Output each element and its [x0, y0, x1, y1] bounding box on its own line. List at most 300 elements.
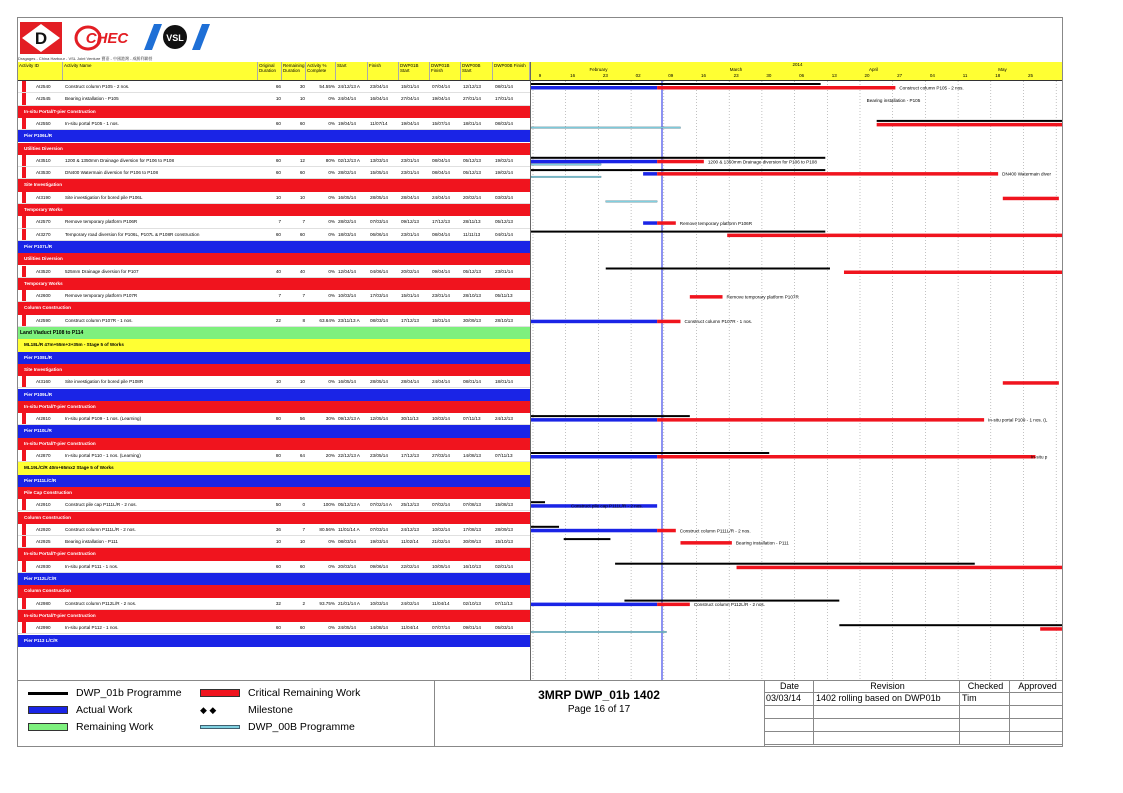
revision-cell	[1010, 719, 1063, 732]
cell-b1s: 09/12/13	[401, 219, 419, 225]
cell-rd: 64	[299, 453, 305, 458]
timeline-week: 23	[733, 73, 739, 78]
cell-b0f: 05/12/13	[495, 219, 513, 225]
critical-marker	[22, 450, 26, 462]
dragages-logo	[20, 22, 62, 54]
gantt-chart	[531, 62, 1063, 680]
cell-finish: 09/06/14	[370, 563, 388, 569]
cell-b1f: 21/02/14	[432, 539, 450, 545]
cell-b0f: 19/02/14	[495, 157, 513, 163]
cell-b0s: 11/11/13	[463, 231, 481, 237]
dwp01b-bar	[877, 120, 1063, 122]
cell-rd: 2	[302, 600, 305, 606]
bar-label: Remove temporary platform P107R	[726, 294, 799, 300]
critical-marker	[22, 229, 26, 241]
section-header[interactable]: Pier P108L/R	[18, 352, 530, 364]
cell-name: DN400 Watermain diversion for P106 to P108	[65, 170, 159, 176]
critical-marker	[22, 155, 26, 167]
activity-row[interactable]	[18, 216, 530, 228]
section-header[interactable]: Site Investigation	[18, 179, 530, 191]
dwp01b-bar	[606, 268, 830, 270]
cell-pc: 0%	[328, 219, 335, 225]
revision-cell	[960, 732, 1010, 745]
dwp01b-bar	[531, 415, 690, 417]
legend-label: DWP_00B Programme	[248, 721, 355, 733]
cell-od: 10	[275, 194, 281, 200]
cell-name: Construct column P111L/R - 2 nos.	[65, 526, 136, 532]
cell-b1s: 30/11/13	[401, 416, 419, 422]
activity-row[interactable]	[18, 622, 530, 634]
legend-swatch-hollow	[200, 725, 240, 729]
column-header[interactable]: Original Duration	[258, 62, 282, 80]
critical-marker	[22, 561, 26, 573]
revision-cell	[1010, 706, 1063, 719]
cell-id: AI2930	[36, 563, 51, 569]
cell-od: 10	[275, 379, 281, 385]
timeline-week: 06	[799, 73, 805, 78]
cell-b0s: 16/10/13	[463, 563, 481, 569]
section-header[interactable]: Pier P106L/R	[18, 130, 530, 142]
cell-b0f: 28/10/13	[495, 317, 513, 323]
cell-b0f: 24/12/13	[495, 416, 513, 422]
cell-b0s: 07/11/13	[463, 416, 481, 422]
cell-b1f: 10/03/14	[432, 416, 450, 422]
timeline-month: February	[589, 67, 608, 72]
revision-cell	[764, 706, 814, 719]
cell-id: AI2980	[36, 600, 51, 606]
timeline-week: 20	[864, 73, 870, 78]
activity-row[interactable]	[18, 290, 530, 302]
section-header[interactable]: Column Construction	[18, 585, 530, 597]
dwp00b-bar	[531, 631, 666, 633]
section-header[interactable]: In-situ Portal/T-pier Construction	[18, 548, 530, 560]
bar-label: In-situ portal P109 - 1 nos. (L	[988, 417, 1048, 423]
timeline-month: March	[729, 67, 743, 72]
section-header[interactable]: Pier P109L/R	[18, 389, 530, 401]
cell-pc: 80%	[325, 157, 335, 163]
cell-rd: 10	[299, 379, 305, 385]
activity-table	[18, 62, 531, 680]
critical-marker	[22, 192, 26, 204]
cell-b0s: 05/12/13	[463, 268, 481, 274]
cell-b0s: 30/09/13	[463, 317, 481, 323]
cell-b1f: 15/07/14	[432, 120, 450, 126]
schedule-grid	[18, 62, 1063, 680]
cell-finish: 11/07/14	[370, 120, 388, 126]
activity-row[interactable]	[18, 376, 530, 388]
section-header[interactable]: Temporary Works	[18, 204, 530, 216]
critical-remaining-bar	[690, 295, 723, 299]
column-header[interactable]: Activity ID	[18, 62, 63, 80]
cell-rd: 30	[299, 84, 305, 89]
cell-pc: 0%	[328, 268, 335, 274]
section-header[interactable]: In-situ Portal/T-pier Construction	[18, 106, 530, 118]
cell-b0f: 03/03/14	[495, 194, 513, 200]
cell-b0f: 15/08/13	[495, 502, 513, 508]
cell-pc: 93.75%	[319, 600, 335, 606]
cell-b0s: 27/01/14	[463, 96, 481, 102]
column-header[interactable]: DWP01B Finish	[430, 62, 461, 80]
cell-b0s: 08/01/14	[463, 379, 481, 385]
cell-rd: 60	[299, 563, 305, 569]
schedule-sheet	[17, 17, 1063, 747]
cell-id: AI2870	[36, 453, 51, 458]
cell-od: 10	[275, 96, 281, 102]
critical-remaining-bar	[680, 541, 731, 545]
actual-work-bar	[643, 172, 657, 176]
cell-rd: 7	[302, 293, 305, 299]
actual-work-bar	[531, 418, 657, 422]
dwp01b-bar	[531, 231, 825, 233]
cell-finish: 16/04/14	[370, 96, 388, 102]
logo-strip	[18, 18, 1063, 64]
cell-finish: 14/08/14	[370, 625, 388, 631]
cell-id: AI3160	[36, 379, 51, 385]
cell-id: AI3520	[36, 268, 51, 274]
section-header[interactable]: Temporary Works	[18, 278, 530, 290]
critical-remaining-bar	[737, 566, 1063, 570]
cell-od: 60	[275, 120, 281, 126]
critical-marker	[22, 598, 26, 610]
cell-od: 60	[275, 170, 281, 176]
activity-row[interactable]	[18, 155, 530, 167]
legend-label: DWP_01b Programme	[76, 687, 182, 699]
dwp00b-bar	[606, 201, 657, 203]
cell-b1s: 27/04/14	[401, 96, 419, 102]
revision-table	[764, 681, 1063, 747]
cell-start: 21/01/14 A	[338, 600, 360, 606]
legend-label: Critical Remaining Work	[248, 687, 361, 699]
activity-row[interactable]	[18, 450, 530, 462]
section-header[interactable]: ML19L/C/R 40m+65mx2 Stage 5 of Works	[18, 462, 530, 474]
timeline-week: 23	[602, 73, 608, 78]
critical-remaining-bar	[727, 234, 1063, 238]
cell-b1s: 20/02/14	[401, 268, 419, 274]
cell-rd: 12	[299, 157, 305, 163]
section-header[interactable]: In-situ Portal/T-pier Construction	[18, 438, 530, 450]
cell-b1f: 08/04/14	[432, 157, 450, 163]
section-header[interactable]: Pile Cap Construction	[18, 487, 530, 499]
cell-pc: 0%	[328, 293, 335, 299]
cell-rd: 60	[299, 231, 305, 237]
cell-finish: 28/05/14	[370, 379, 388, 385]
cell-rd: 7	[302, 526, 305, 532]
column-header[interactable]: DWP01B Start	[399, 62, 430, 80]
critical-marker	[22, 524, 26, 536]
activity-row[interactable]	[18, 93, 530, 105]
timeline-week: 25	[1027, 73, 1033, 78]
critical-remaining-bar	[657, 529, 676, 533]
cell-start: 16/05/14	[338, 194, 356, 200]
activity-row[interactable]	[18, 229, 530, 241]
sheet-footer	[18, 680, 1063, 747]
legend-label: Actual Work	[76, 704, 133, 716]
cell-b1f: 10/05/14	[432, 563, 450, 569]
critical-marker	[22, 622, 26, 634]
legend	[18, 681, 435, 747]
cell-b0f: 04/01/14	[495, 231, 513, 237]
critical-marker	[22, 413, 26, 425]
cell-pc: 0%	[328, 379, 335, 385]
bar-label: 1200 & 1350mm Drainage diversion for P106 to P108	[707, 159, 817, 165]
cell-b1f: 08/04/14	[432, 231, 450, 237]
cell-start: 19/04/14	[338, 120, 356, 126]
cell-pc: 0%	[328, 231, 335, 237]
section-header[interactable]: Pier P112L/C/R	[18, 573, 530, 585]
cell-b1f: 08/04/14	[432, 170, 450, 176]
cell-finish: 07/02/14 A	[370, 502, 392, 508]
cell-id: AI3510	[36, 157, 51, 163]
legend-label: Remaining Work	[76, 721, 154, 733]
cell-b0s: 28/10/13	[463, 293, 481, 299]
column-header[interactable]: Finish	[368, 62, 399, 80]
cell-b1s: 28/04/14	[401, 194, 419, 200]
bar-label: Construct column P105 - 2 nos.	[899, 85, 964, 91]
cell-b0s: 30/09/13	[463, 539, 481, 545]
dwp00b-bar	[531, 127, 680, 128]
activity-row[interactable]	[18, 598, 530, 610]
critical-remaining-bar	[657, 603, 690, 607]
activity-row[interactable]	[18, 266, 530, 278]
cell-id: AI2920	[36, 526, 51, 532]
cell-b0f: 18/01/14	[495, 379, 513, 385]
cell-od: 40	[275, 268, 281, 274]
cell-b1f: 19/04/14	[432, 96, 450, 102]
cell-start: 28/02/14	[338, 170, 356, 176]
cell-name: Temporary road diversion for P106L, P107L & P108R construction	[65, 231, 200, 237]
cell-od: 60	[275, 563, 281, 569]
column-header[interactable]: Remaining Duration	[282, 62, 306, 80]
revision-cell	[1010, 693, 1063, 706]
cell-rd: 60	[299, 625, 305, 631]
section-header[interactable]: Land Viaduct P108 to P114	[18, 327, 530, 339]
cell-b0s: 05/12/13	[463, 170, 481, 176]
cell-b1f: 24/04/14	[432, 379, 450, 385]
critical-marker	[22, 536, 26, 548]
page-indicator: Page 16 of 17	[567, 704, 631, 715]
critical-marker	[22, 315, 26, 327]
activity-row[interactable]	[18, 167, 530, 179]
cell-pc: 20%	[325, 453, 335, 458]
cell-finish: 07/03/14	[370, 526, 388, 532]
column-header[interactable]: Start	[336, 62, 368, 80]
cell-rd: 10	[299, 539, 305, 545]
cell-b1f: 15/01/14	[432, 317, 450, 323]
cell-finish: 06/06/14	[370, 231, 388, 237]
section-header[interactable]: Column Construction	[18, 512, 530, 524]
column-header[interactable]: DWP00B Start	[461, 62, 493, 80]
actual-work-bar	[531, 160, 657, 164]
cell-b0s: 12/12/13	[463, 84, 481, 89]
critical-remaining-bar	[657, 86, 895, 90]
cell-b1s: 23/01/14	[401, 231, 419, 237]
bar-label: In-situ p	[1031, 454, 1048, 460]
cell-id: AI2590	[36, 317, 51, 323]
vsl-logo	[140, 22, 210, 52]
cell-b0s: 28/11/13	[463, 219, 481, 225]
cell-pc: 80.56%	[319, 526, 335, 532]
cell-start: 23/11/13 A	[338, 317, 360, 323]
column-header[interactable]: Activity % Complete	[306, 62, 336, 80]
activity-row[interactable]	[18, 499, 530, 511]
cell-name: Construct pile cap P111L/R - 2 nos.	[65, 502, 137, 508]
cell-start: 28/02/14	[338, 219, 356, 225]
activity-row[interactable]	[18, 413, 530, 425]
cell-finish: 08/03/14	[370, 317, 388, 323]
section-header[interactable]: Site Investigation	[18, 364, 530, 376]
legend-swatch-diamond: ◆ ◆	[200, 705, 217, 715]
cell-start: 09/12/13 A	[338, 416, 360, 422]
bar-label: Bearing installation - P105	[866, 97, 921, 103]
cell-pc: 0%	[328, 539, 335, 545]
cell-rd: 10	[299, 96, 305, 102]
section-header[interactable]: ML18L/R 47m+55m+3+35m - Stage 5 of Works	[18, 339, 530, 351]
section-header[interactable]: In-situ Portal/T-pier Construction	[18, 401, 530, 413]
cell-b0s: 14/08/13	[463, 453, 481, 458]
cell-b1f: 07/04/14	[432, 84, 450, 89]
cell-id: AI2810	[36, 416, 51, 422]
cell-name: In-situ portal P112 - 1 nos.	[65, 625, 119, 631]
activity-row[interactable]	[18, 524, 530, 536]
cell-b0f: 08/01/14	[495, 84, 513, 89]
cell-b0f: 05/03/14	[495, 625, 513, 631]
cell-start: 10/03/14	[338, 293, 356, 299]
cell-b1f: 17/12/13	[432, 219, 450, 225]
timeline-week: 27	[897, 73, 903, 78]
cell-b0f: 08/03/14	[495, 120, 513, 126]
section-header[interactable]: Pier P111L/C/R	[18, 475, 530, 487]
bar-label: Remove temporary platform P106R	[679, 220, 753, 226]
revision-cell	[1010, 732, 1063, 745]
activity-row[interactable]	[18, 561, 530, 573]
revision-header: Date	[764, 681, 814, 693]
cell-name: Remove temporary platform P106R	[65, 219, 138, 225]
activity-row[interactable]	[18, 536, 530, 548]
critical-remaining-bar	[657, 221, 676, 225]
section-header[interactable]: Pier P113 L/C/R	[18, 635, 530, 647]
cell-b1f: 07/02/14	[432, 502, 450, 508]
cell-start: 11/01/14 A	[338, 526, 360, 532]
cell-b1s: 24/02/14	[401, 600, 419, 606]
timeline-week: 16	[570, 73, 576, 78]
activity-row[interactable]	[18, 315, 530, 327]
svg-text:CHEC: CHEC	[85, 30, 129, 47]
cell-b1s: 23/01/14	[401, 157, 419, 163]
actual-work-bar	[643, 221, 657, 225]
section-header[interactable]: In-situ Portal/T-pier Construction	[18, 610, 530, 622]
cell-id: AI2910	[36, 502, 51, 508]
section-header[interactable]: Column Construction	[18, 302, 530, 314]
gantt-timeline	[531, 62, 1063, 81]
timeline-week: 11	[962, 73, 968, 78]
activity-row[interactable]	[18, 81, 530, 93]
legend-swatch-line	[28, 692, 68, 695]
joint-venture-tagline: Dragages - China Harbour - VSL Joint Venture 寶嘉 - 中國港灣 - 威勝利聯營	[18, 56, 153, 61]
cell-pc: 30%	[325, 416, 335, 422]
cell-start: 16/05/14	[338, 379, 356, 385]
bar-label: DN400 Watermain diver	[1002, 171, 1051, 177]
section-header[interactable]: Pier P107L/R	[18, 241, 530, 253]
cell-start: 12/04/14	[338, 268, 356, 274]
dwp01b-bar	[615, 563, 975, 565]
cell-b0f: 07/11/13	[495, 453, 513, 458]
chec-logo	[74, 24, 132, 52]
cell-id: AI2550	[36, 120, 51, 126]
cell-rd: 60	[299, 120, 305, 126]
cell-od: 7	[278, 219, 281, 225]
cell-finish: 28/05/14	[370, 194, 388, 200]
cell-pc: 0%	[328, 194, 335, 200]
timeline-week: 16	[700, 73, 706, 78]
section-header[interactable]: Utilities Diversion	[18, 143, 530, 155]
timeline-month: April	[868, 67, 878, 72]
critical-marker	[22, 499, 26, 511]
bar-label: Bearing installation - P111	[735, 540, 789, 546]
critical-remaining-bar	[657, 172, 998, 176]
activity-row[interactable]	[18, 192, 530, 204]
legend-label: Milestone	[248, 704, 293, 716]
cell-b0f: 17/01/14	[495, 96, 513, 102]
critical-marker	[22, 167, 26, 179]
revision-cell	[814, 706, 960, 719]
cell-finish: 10/03/14	[370, 600, 388, 606]
cell-name: Construct column P105 - 2 nos.	[65, 84, 130, 89]
column-header[interactable]: Activity Name	[63, 62, 258, 80]
actual-work-bar	[531, 529, 657, 533]
cell-b1f: 24/04/14	[432, 194, 450, 200]
cell-name: 525mm Drainage diversion for P107	[65, 268, 139, 274]
cell-pc: 0%	[328, 625, 335, 631]
actual-work-bar	[531, 320, 657, 324]
cell-start: 05/12/13 A	[338, 502, 360, 508]
section-header[interactable]: Pier P110L/R	[18, 425, 530, 437]
dwp01b-bar	[531, 526, 559, 528]
cell-b1f: 23/01/14	[432, 293, 450, 299]
activity-row[interactable]	[18, 118, 530, 130]
cell-b1f: 11/04/14	[432, 600, 450, 606]
cell-finish: 23/05/14	[370, 453, 388, 458]
cell-name: Site investigation for bored pile P108R	[65, 379, 144, 385]
cell-id: AI2990	[36, 625, 51, 631]
critical-marker	[22, 216, 26, 228]
cell-finish: 23/04/14	[370, 84, 388, 89]
timeline-week: 18	[995, 73, 1001, 78]
actual-work-bar	[531, 603, 657, 607]
dwp00b-bar	[531, 176, 601, 178]
cell-finish: 17/03/14	[370, 293, 388, 299]
cell-name: Bearing installation - P105	[65, 96, 119, 102]
cell-start: 18/03/14	[338, 231, 356, 237]
cell-od: 22	[275, 317, 281, 323]
revision-header: Approved	[1010, 681, 1063, 693]
critical-marker	[22, 118, 26, 130]
cell-od: 32	[275, 600, 281, 606]
dwp01b-bar	[564, 538, 611, 540]
cell-b1s: 11/02/14	[401, 539, 419, 545]
column-header[interactable]: DWP00B Finish	[493, 62, 530, 80]
cell-b1s: 25/12/13	[401, 502, 419, 508]
revision-cell	[764, 732, 814, 745]
cell-b0s: 20/02/14	[463, 194, 481, 200]
cell-b1s: 24/12/13	[401, 526, 419, 532]
critical-marker	[22, 376, 26, 388]
cell-b0s: 05/12/13	[463, 157, 481, 163]
dwp01b-bar	[531, 452, 769, 454]
gantt-bars	[531, 81, 1063, 680]
section-header[interactable]: Utilities Diversion	[18, 253, 530, 265]
cell-b0f: 28/09/13	[495, 526, 513, 532]
revision-cell: 03/03/14	[764, 693, 814, 706]
